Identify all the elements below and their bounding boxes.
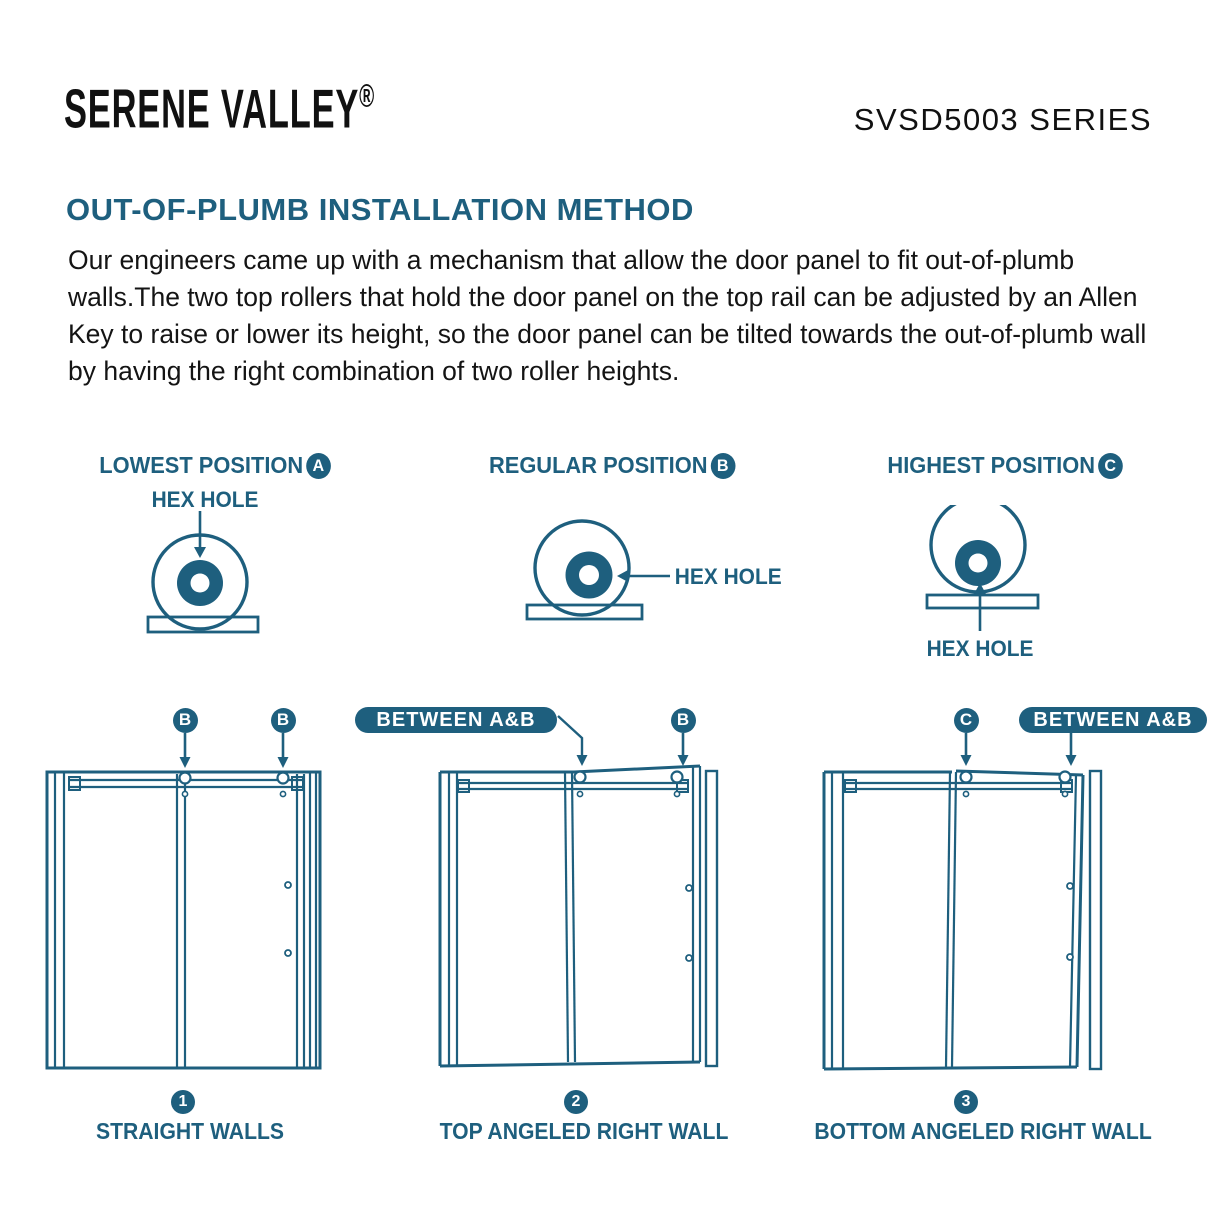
roller-highest-label: HIGHEST POSITION [887,452,1096,478]
intro-paragraph: Our engineers came up with a mechanism that allow the door panel to fit out-of-plumb walls.The two top rollers that hold the door panel on the top rail can be adjusted by an Allen Key to raise or lower its height, so the door panel can be tilted towards the out-of-plumb wall by having the right combination of two roller heights. [68,245,1147,386]
roller-regular-title [441,452,783,479]
hex-hole-label: HEX HOLE [151,487,259,512]
handle-hole [1067,883,1073,889]
roller [575,772,586,783]
hex-hole-label: HEX HOLE [674,564,782,589]
diagram-caption: STRAIGHT WALLS [95,1118,285,1144]
handle-hole [285,882,291,888]
tilted-top-edge [574,766,700,772]
step-number-badge: 1 [171,1090,195,1114]
right-wall-strip [706,771,717,1066]
right-wall-strip [1090,771,1101,1069]
diagram-caption: BOTTOM ANGELED RIGHT WALL [814,1118,1152,1144]
left-arrow-icon [617,570,628,582]
down-arrow-icon [194,547,206,558]
roller-lowest-title [77,452,353,479]
down-arrow-icon [961,755,972,766]
step-number-badge: 2 [564,1090,588,1114]
bottom-angeled-drawing [800,700,1210,1080]
position-b-badge: B [710,453,735,479]
roller [1060,772,1071,783]
roller-diagram-highest [840,450,1170,670]
series-title: SVSD5003 SERIES [853,102,1152,137]
rail [927,595,1038,608]
roller-diagram-regular [432,450,792,670]
marker-between-ab: BETWEEN A&B [1019,707,1207,733]
marker-b-right: B [271,708,296,733]
installation-diagram-top-angeled [350,700,770,1160]
tilted-door-edge [1077,775,1083,1067]
page-title: OUT-OF-PLUMB INSTALLATION METHOD [66,192,694,227]
brand-logo-text: SERENE VALLEY [64,78,360,140]
position-a-badge: A [306,453,331,479]
handle-hole [686,955,692,961]
step-number-badge: 3 [954,1090,978,1114]
roller [278,773,289,784]
straight-walls-drawing [40,700,340,1080]
top-angeled-drawing [350,700,770,1080]
handle-hole [1067,954,1073,960]
rail [527,605,642,619]
down-arrow-icon [577,755,588,766]
down-arrow-icon [1066,755,1077,766]
marker-c: C [954,708,979,733]
installation-diagram-straight [40,700,340,1160]
marker-b-left: B [173,708,198,733]
roller [672,772,683,783]
installation-diagram-bottom-angeled [800,700,1210,1160]
handle-hole [686,885,692,891]
roller-lowest-drawing [70,505,360,670]
down-arrow-icon [678,755,689,766]
down-arrow-icon [278,757,289,768]
brand-logo [64,78,375,140]
diagram-caption: TOP ANGELED RIGHT WALL [439,1118,729,1144]
roller-lowest-label: LOWEST POSITION [99,452,304,478]
handle-hole [285,950,291,956]
marker-b: B [671,708,696,733]
marker-between-ab: BETWEEN A&B [355,707,557,733]
enclosure-frame [47,772,320,1068]
roller-diagram-lowest [70,450,360,670]
roller-regular-label: REGULAR POSITION [488,452,708,478]
hex-hole-label: HEX HOLE [926,636,1034,661]
position-c-badge: C [1098,453,1123,479]
roller [180,773,191,784]
down-arrow-icon [180,757,191,768]
roller [961,772,972,783]
roller-highest-title [848,452,1162,479]
registered-mark: ® [359,78,376,115]
